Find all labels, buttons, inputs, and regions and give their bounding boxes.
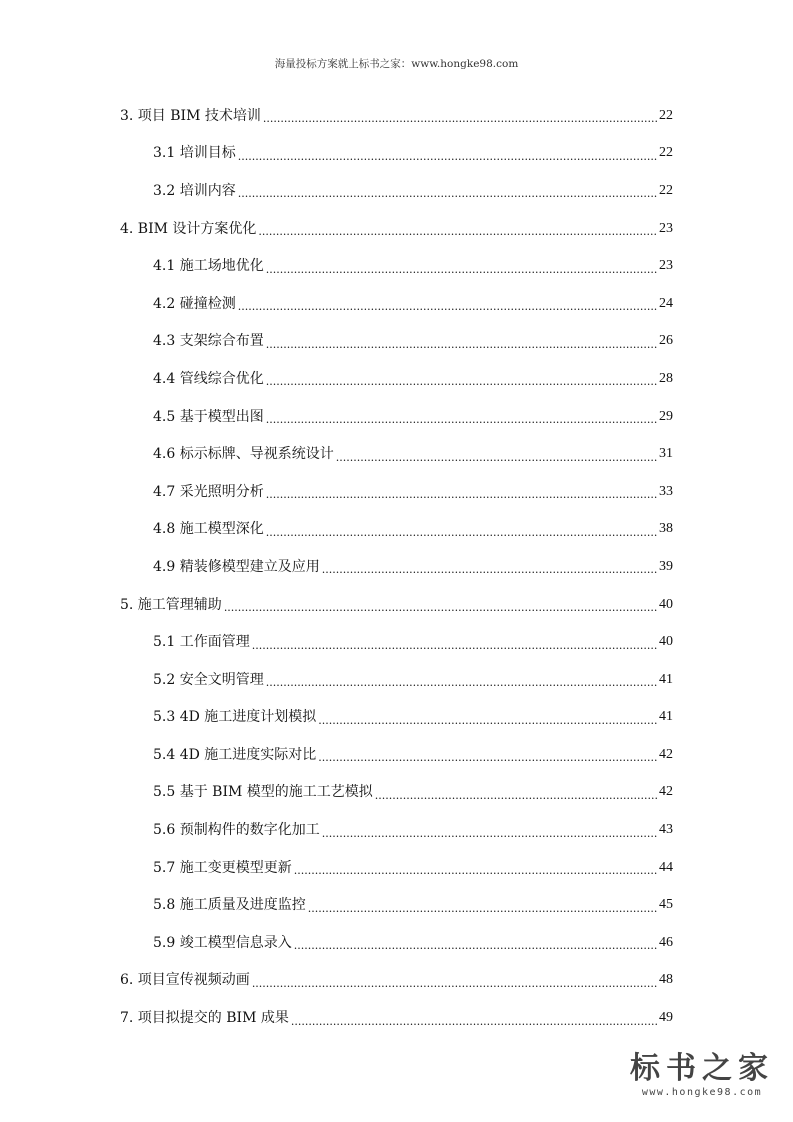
- toc-entry-page: 24: [659, 295, 673, 311]
- toc-entry-page: 39: [659, 558, 673, 574]
- toc-entry[interactable]: [120, 135, 673, 173]
- toc-entry[interactable]: [120, 210, 673, 248]
- toc-entry-page: 29: [659, 408, 673, 424]
- toc-entry[interactable]: [120, 886, 673, 924]
- toc-entry-page: 38: [659, 521, 673, 537]
- toc-entry[interactable]: [120, 435, 673, 473]
- toc-entry-title: 6. 项目宣传视频动画: [120, 972, 250, 989]
- toc-entry-page: 23: [659, 220, 673, 236]
- toc-entry[interactable]: [120, 398, 673, 436]
- toc-leader-dots: [266, 334, 657, 355]
- toc-leader-dots: [318, 710, 657, 731]
- toc-entry-page: 22: [659, 107, 673, 123]
- page-header: 海量投标方案就上标书之家：www.hongke98.com: [274, 58, 519, 70]
- toc-entry[interactable]: [120, 285, 673, 323]
- toc-leader-dots: [294, 860, 657, 881]
- toc-entry[interactable]: [120, 699, 673, 737]
- toc-entry-title: 4.6 标示标牌、导视系统设计: [153, 446, 334, 463]
- toc-entry-title: 5.1 工作面管理: [153, 634, 250, 651]
- toc-leader-dots: [224, 597, 657, 618]
- toc-entry-title: 4. BIM 设计方案优化: [120, 220, 257, 237]
- toc-leader-dots: [263, 108, 657, 129]
- toc-entry-page: 23: [659, 258, 673, 274]
- toc-entry[interactable]: [120, 811, 673, 849]
- toc-leader-dots: [266, 522, 657, 543]
- toc-entry-page: 41: [659, 671, 673, 687]
- toc-entry-title: 5.8 施工质量及进度监控: [153, 897, 306, 914]
- toc-leader-dots: [322, 823, 657, 844]
- toc-leader-dots: [252, 635, 657, 656]
- toc-entry-page: 46: [659, 934, 673, 950]
- toc-entry[interactable]: [120, 172, 673, 210]
- toc-leader-dots: [266, 371, 657, 392]
- toc-entry-page: 33: [659, 483, 673, 499]
- toc-entry[interactable]: [120, 473, 673, 511]
- toc-leader-dots: [252, 973, 657, 994]
- toc-entry-title: 5. 施工管理辅助: [120, 596, 222, 613]
- toc-entry-title: 3.1 培训目标: [153, 145, 236, 162]
- toc-entry-page: 28: [659, 370, 673, 386]
- toc-leader-dots: [318, 747, 657, 768]
- toc-entry-title: 3.2 培训内容: [153, 182, 236, 199]
- toc-leader-dots: [258, 221, 657, 242]
- toc-entry-page: 41: [659, 709, 673, 725]
- toc-leader-dots: [294, 935, 657, 956]
- toc-entry-title: 7. 项目拟提交的 BIM 成果: [120, 1010, 289, 1027]
- toc-entry[interactable]: [120, 548, 673, 586]
- toc-leader-dots: [238, 296, 657, 317]
- toc-leader-dots: [266, 409, 657, 430]
- toc-entry[interactable]: [120, 999, 673, 1037]
- toc-entry-title: 4.7 采光照明分析: [153, 483, 264, 500]
- table-of-contents: [120, 97, 673, 1037]
- toc-leader-dots: [291, 1011, 657, 1032]
- toc-entry-title: 4.3 支架综合布置: [153, 333, 264, 350]
- toc-entry-title: 4.5 基于模型出图: [153, 408, 264, 425]
- toc-leader-dots: [266, 672, 657, 693]
- toc-leader-dots: [308, 898, 657, 919]
- toc-entry[interactable]: [120, 97, 673, 135]
- watermark-logo: [627, 1052, 777, 1100]
- toc-leader-dots: [238, 183, 657, 204]
- toc-entry-title: 4.4 管线综合优化: [153, 370, 264, 387]
- toc-entry[interactable]: [120, 849, 673, 887]
- toc-leader-dots: [336, 447, 657, 468]
- toc-entry-title: 5.9 竣工模型信息录入: [153, 934, 292, 951]
- toc-entry-title: 4.2 碰撞检测: [153, 295, 236, 312]
- logo-text: 标书之家: [630, 1051, 774, 1086]
- toc-entry-title: 4.8 施工模型深化: [153, 521, 264, 538]
- toc-entry[interactable]: [120, 661, 673, 699]
- toc-entry-title: 3. 项目 BIM 技术培训: [120, 107, 261, 124]
- toc-entry-title: 5.7 施工变更模型更新: [153, 859, 292, 876]
- toc-entry[interactable]: [120, 924, 673, 962]
- toc-entry[interactable]: [120, 586, 673, 624]
- toc-entry-page: 42: [659, 784, 673, 800]
- toc-entry-title: 4.9 精装修模型建立及应用: [153, 558, 320, 575]
- toc-entry[interactable]: [120, 360, 673, 398]
- toc-entry-page: 31: [659, 446, 673, 462]
- toc-entry-title: 5.5 基于 BIM 模型的施工工艺模拟: [153, 784, 373, 801]
- toc-entry[interactable]: [120, 511, 673, 549]
- toc-leader-dots: [322, 559, 657, 580]
- toc-leader-dots: [266, 484, 657, 505]
- toc-entry-page: 40: [659, 634, 673, 650]
- toc-entry-title: 5.3 4D 施工进度计划模拟: [153, 709, 317, 726]
- toc-entry-title: 5.4 4D 施工进度实际对比: [153, 746, 317, 763]
- toc-entry-title: 5.6 预制构件的数字化加工: [153, 822, 320, 839]
- toc-entry-page: 42: [659, 746, 673, 762]
- logo-url: www.hongke98.com: [641, 1087, 763, 1098]
- toc-entry-page: 49: [659, 1010, 673, 1026]
- toc-leader-dots: [266, 259, 657, 280]
- toc-entry[interactable]: [120, 774, 673, 812]
- toc-entry[interactable]: [120, 736, 673, 774]
- toc-entry-title: 5.2 安全文明管理: [153, 671, 264, 688]
- toc-entry-page: 43: [659, 822, 673, 838]
- toc-entry[interactable]: [120, 962, 673, 1000]
- toc-entry[interactable]: [120, 247, 673, 285]
- toc-leader-dots: [238, 146, 657, 167]
- toc-entry-title: 4.1 施工场地优化: [153, 258, 264, 275]
- toc-entry-page: 40: [659, 596, 673, 612]
- toc-entry-page: 22: [659, 145, 673, 161]
- toc-entry-page: 44: [659, 859, 673, 875]
- toc-entry-page: 45: [659, 897, 673, 913]
- toc-entry-page: 22: [659, 182, 673, 198]
- toc-entry[interactable]: [120, 323, 673, 361]
- toc-entry-page: 26: [659, 333, 673, 349]
- toc-entry-page: 48: [659, 972, 673, 988]
- toc-leader-dots: [375, 785, 657, 806]
- toc-entry[interactable]: [120, 623, 673, 661]
